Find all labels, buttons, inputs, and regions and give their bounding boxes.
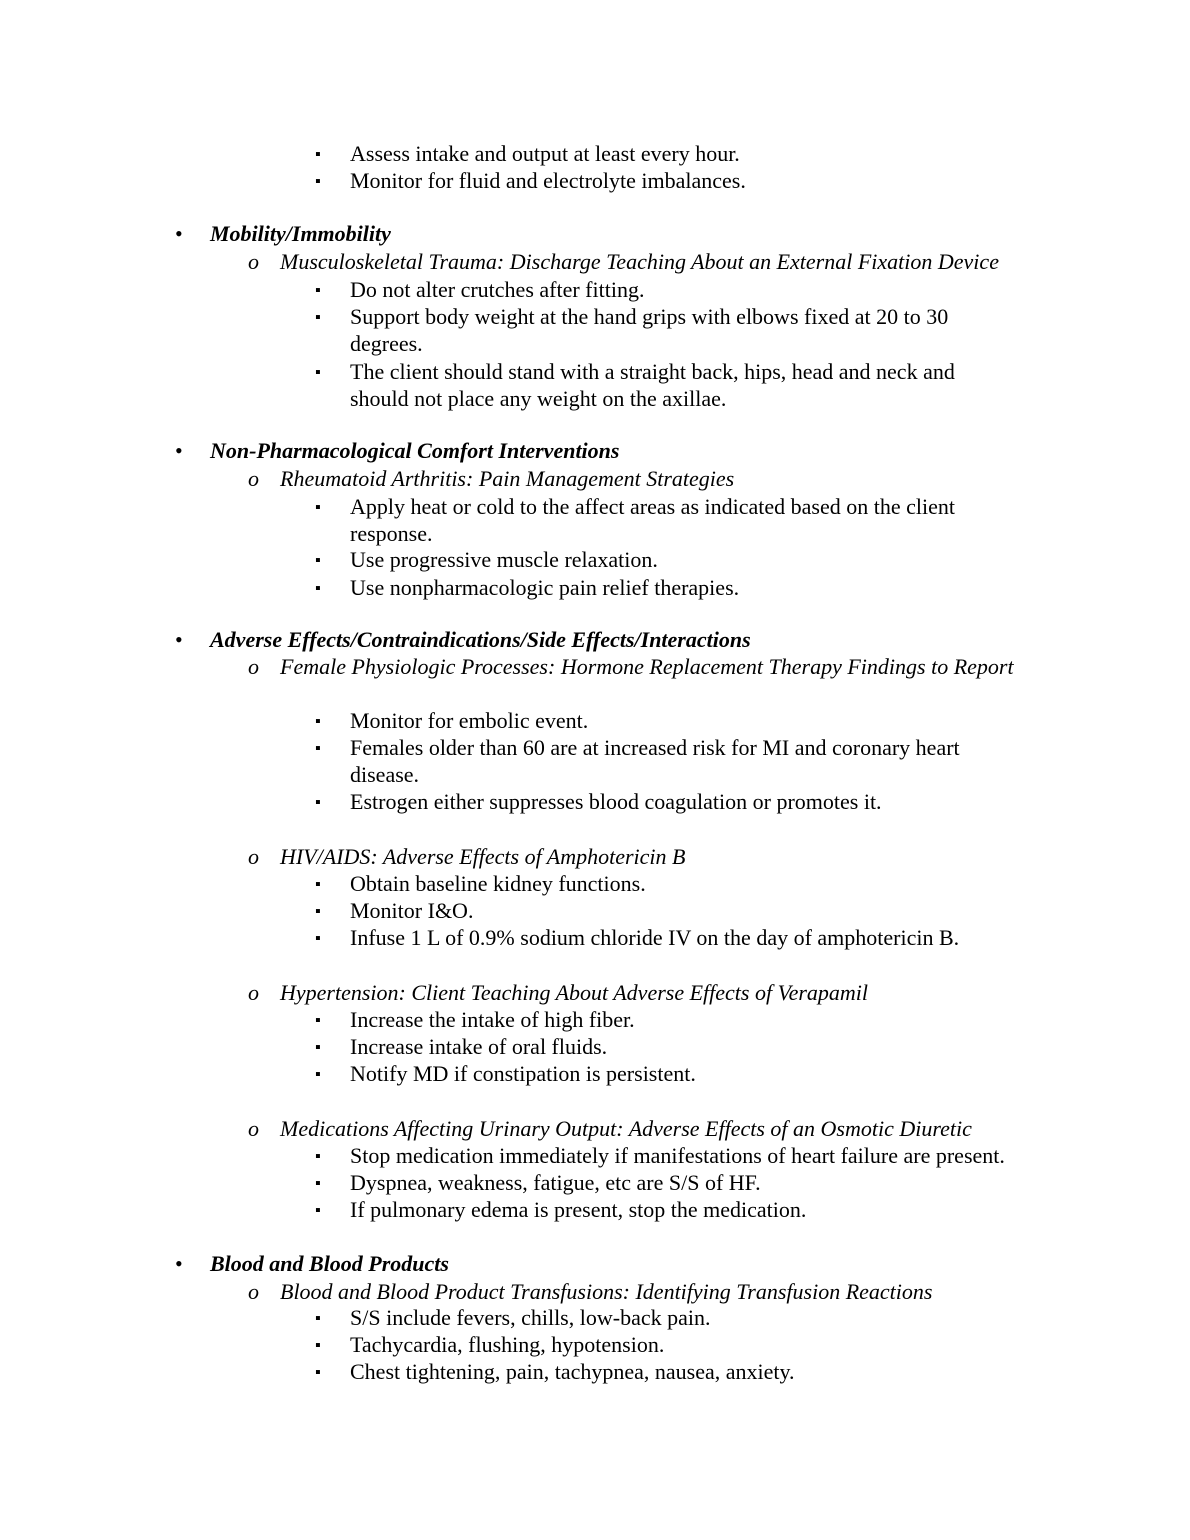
topic-title: Female Physiologic Processes: Hormone Replacement Therapy Findings to Report	[280, 654, 1014, 679]
list-item: Apply heat or cold to the affect areas as indicated based on the client response.	[350, 494, 955, 546]
square-bullet-icon: ▪	[315, 713, 321, 730]
square-bullet-icon: ▪	[315, 1364, 321, 1381]
square-bullet-icon: ▪	[315, 1012, 321, 1029]
list-item: Chest tightening, pain, tachypnea, nausea, anxiety.	[350, 1359, 795, 1384]
list-item: Stop medication immediately if manifestations of heart failure are present.	[350, 1143, 1005, 1168]
bullet-icon: •	[175, 1251, 183, 1276]
list-item: Infuse 1 L of 0.9% sodium chloride IV on the day of amphotericin B.	[350, 925, 960, 950]
list-item: Tachycardia, flushing, hypotension.	[350, 1332, 665, 1357]
square-bullet-icon: ▪	[315, 1066, 321, 1083]
topic-title: HIV/AIDS: Adverse Effects of Amphotericin B	[280, 844, 686, 869]
list-item: Monitor I&O.	[350, 898, 474, 923]
square-bullet-icon: ▪	[315, 794, 321, 811]
square-bullet-icon: ▪	[315, 876, 321, 893]
list-item: Increase intake of oral fluids.	[350, 1034, 608, 1059]
list-item: If pulmonary edema is present, stop the medication.	[350, 1197, 807, 1222]
square-bullet-icon: ▪	[315, 1310, 321, 1327]
circle-bullet-icon: o	[248, 844, 259, 869]
circle-bullet-icon: o	[248, 466, 259, 491]
square-bullet-icon: ▪	[315, 930, 321, 947]
circle-bullet-icon: o	[248, 1116, 259, 1141]
square-bullet-icon: ▪	[315, 146, 321, 163]
list-item: Monitor for fluid and electrolyte imbalances.	[350, 168, 746, 193]
square-bullet-icon: ▪	[315, 1337, 321, 1354]
square-bullet-icon: ▪	[315, 740, 321, 757]
topic-title: Rheumatoid Arthritis: Pain Management Strategies	[280, 466, 735, 491]
square-bullet-icon: ▪	[315, 173, 321, 190]
topic-title: Medications Affecting Urinary Output: Adverse Effects of an Osmotic Diuretic	[280, 1116, 972, 1141]
list-item: Obtain baseline kidney functions.	[350, 871, 646, 896]
square-bullet-icon: ▪	[315, 282, 321, 299]
square-bullet-icon: ▪	[315, 1148, 321, 1165]
circle-bullet-icon: o	[248, 654, 259, 679]
circle-bullet-icon: o	[248, 980, 259, 1005]
topic-title: Musculoskeletal Trauma: Discharge Teaching About an External Fixation Device	[280, 249, 999, 274]
section-heading: Non-Pharmacological Comfort Interventions	[210, 438, 620, 463]
list-item: Use progressive muscle relaxation.	[350, 547, 658, 572]
list-item: Females older than 60 are at increased risk for MI and coronary heart disease.	[350, 735, 960, 787]
circle-bullet-icon: o	[248, 1279, 259, 1304]
square-bullet-icon: ▪	[315, 364, 321, 381]
list-item: Monitor for embolic event.	[350, 708, 589, 733]
section-heading: Blood and Blood Products	[210, 1251, 449, 1276]
square-bullet-icon: ▪	[315, 499, 321, 516]
list-item: Do not alter crutches after fitting.	[350, 277, 645, 302]
list-item: Estrogen either suppresses blood coagulation or promotes it.	[350, 789, 882, 814]
section-heading: Mobility/Immobility	[210, 221, 391, 246]
list-item: The client should stand with a straight back, hips, head and neck and should not place any weight on the axillae.	[350, 359, 955, 411]
square-bullet-icon: ▪	[315, 552, 321, 569]
bullet-icon: •	[175, 438, 183, 463]
square-bullet-icon: ▪	[315, 309, 321, 326]
list-item: Notify MD if constipation is persistent.	[350, 1061, 696, 1086]
topic-title: Blood and Blood Product Transfusions: Identifying Transfusion Reactions	[280, 1279, 933, 1304]
square-bullet-icon: ▪	[315, 903, 321, 920]
list-item: Dyspnea, weakness, fatigue, etc are S/S of HF.	[350, 1170, 761, 1195]
square-bullet-icon: ▪	[315, 580, 321, 597]
list-item: Use nonpharmacologic pain relief therapies.	[350, 575, 740, 600]
square-bullet-icon: ▪	[315, 1202, 321, 1219]
list-item: S/S include fevers, chills, low-back pain.	[350, 1305, 711, 1330]
square-bullet-icon: ▪	[315, 1175, 321, 1192]
list-item: Assess intake and output at least every hour.	[350, 141, 740, 166]
list-item: Increase the intake of high fiber.	[350, 1007, 635, 1032]
topic-title: Hypertension: Client Teaching About Adverse Effects of Verapamil	[280, 980, 869, 1005]
bullet-icon: •	[175, 221, 183, 246]
bullet-icon: •	[175, 627, 183, 652]
list-item: Support body weight at the hand grips with elbows fixed at 20 to 30 degrees.	[350, 304, 949, 356]
section-heading: Adverse Effects/Contraindications/Side Effects/Interactions	[210, 627, 751, 652]
circle-bullet-icon: o	[248, 249, 259, 274]
square-bullet-icon: ▪	[315, 1039, 321, 1056]
